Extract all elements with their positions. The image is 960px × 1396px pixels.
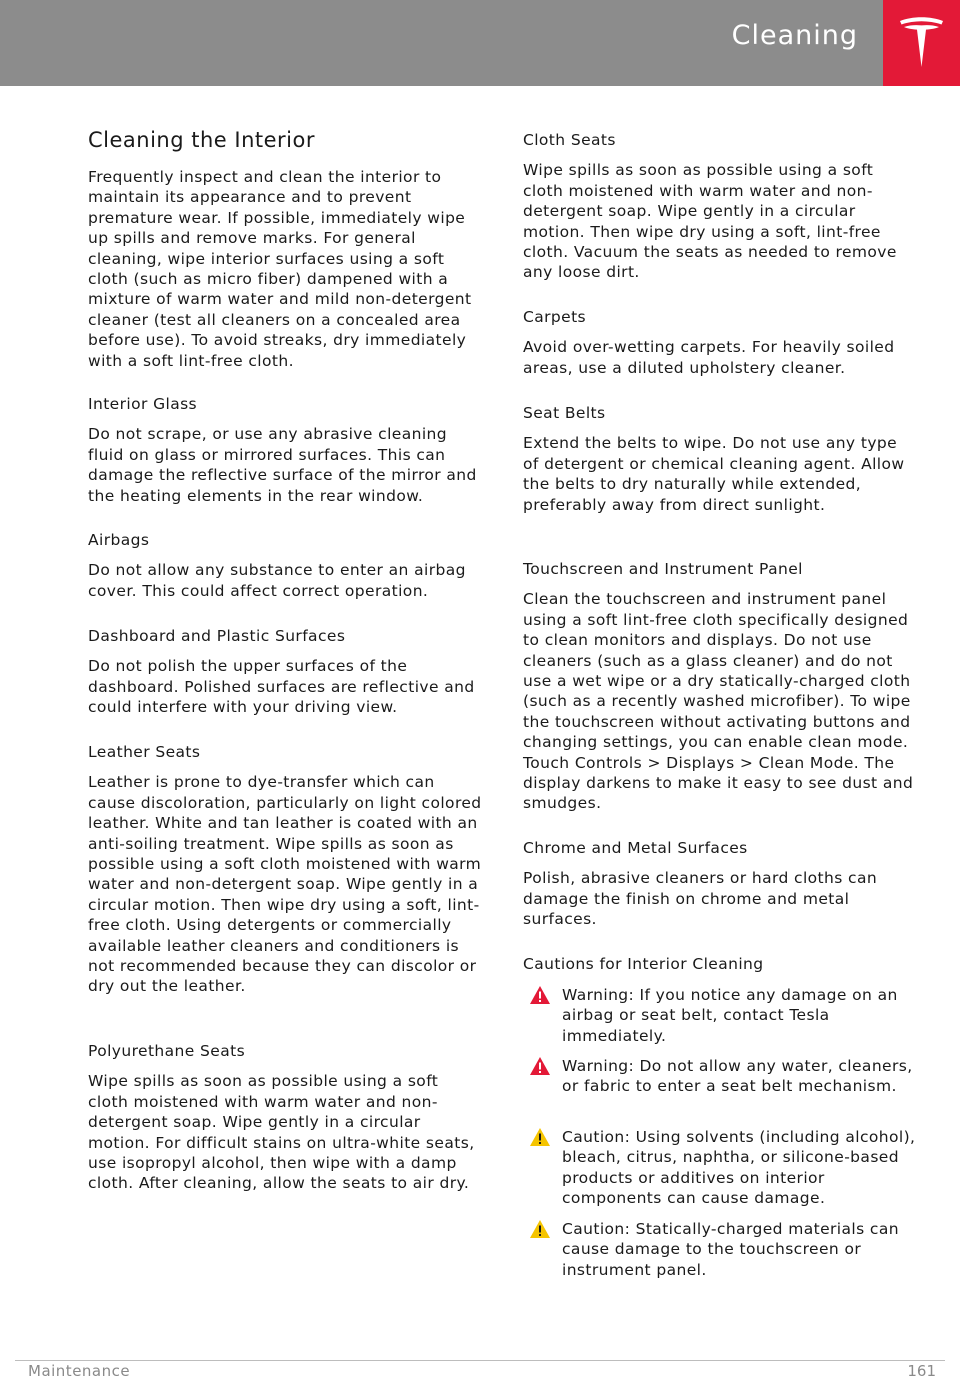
caution-text: Caution: Using solvents (including alcohol), bleach, citrus, naphtha, or silicone-based products or additives on interior components can cause damage.	[562, 1128, 916, 1208]
caution-triangle-icon	[529, 1127, 551, 1147]
subsection-cloth-seats	[523, 130, 918, 283]
subsection-touchscreen	[523, 559, 918, 814]
subsection-airbags	[88, 530, 483, 601]
section-title: Cleaning the Interior	[88, 128, 315, 152]
page-number: 161	[907, 1362, 936, 1380]
warning-triangle-icon	[529, 1056, 551, 1076]
warning-notice	[523, 1056, 918, 1097]
subsection-heading: Leather Seats	[88, 743, 201, 761]
subsection-body: Do not allow any substance to enter an airbag cover. This could affect correct operation.	[88, 561, 466, 600]
tesla-logo-icon	[898, 17, 945, 69]
caution-triangle-icon	[529, 1219, 551, 1239]
warning-triangle-icon	[529, 985, 551, 1005]
subsection-body: Clean the touchscreen and instrument panel using a soft lint-free cloth specifically designed to clean monitors and displays. Do not use cleaners (such as a glass cleaner) and do not use a wet wipe or a dry statically-charged cloth (such as a recently washed microfiber). To wipe the touchscreen without activating buttons and changing settings, you can enable clean mode. Touch Controls > Displays > Clean Mode. The display darkens to make it easy to see dust and smudges.	[523, 590, 914, 813]
subsection-heading: Cloth Seats	[523, 131, 616, 149]
subsection-heading: Cautions for Interior Cleaning	[523, 955, 764, 973]
subsection-seat-belts	[523, 403, 918, 515]
subsection-body: Leather is prone to dye-transfer which can cause discoloration, particularly on light colored leather. White and tan leather is coated with an anti-soiling treatment. Wipe spills as soon as possible using a soft cloth moistened with warm water and non-detergent soap. Wipe gently in a circular motion. Then wipe dry using a soft, lint-free cloth. Using detergents or commercially available leather cleaners and conditioners is not recommended because they can discolor or dry out the leather.	[88, 773, 482, 996]
subsection-heading: Chrome and Metal Surfaces	[523, 839, 748, 857]
caution-text: Caution: Statically-charged materials can cause damage to the touchscreen or instrument panel.	[562, 1220, 899, 1279]
subsection-body: Do not polish the upper surfaces of the dashboard. Polished surfaces are reflective and could interfere with your driving view.	[88, 657, 475, 717]
subsection-body: Extend the belts to wipe. Do not use any type of detergent or chemical cleaning agent. Allow the belts to dry naturally while extended, preferably away from direct sunlight.	[523, 434, 905, 514]
subsection-carpets	[523, 307, 918, 378]
subsection-body: Do not scrape, or use any abrasive cleaning fluid on glass or mirrored surfaces. This can damage the reflective surface of the mirror and the heating elements in the rear window.	[88, 425, 477, 505]
intro-paragraph: Frequently inspect and clean the interior to maintain its appearance and to prevent premature wear. If possible, immediately wipe up spills and remove marks. For general cleaning, wipe interior surfaces using a soft cloth (such as micro fiber) dampened with a mixture of warm water and mild non-detergent cleaner (test all cleaners on a concealed area before use). To avoid streaks, dry immediately with a soft lint-free cloth.	[88, 168, 472, 370]
subsection-heading: Carpets	[523, 308, 587, 326]
subsection-heading: Polyurethane Seats	[88, 1042, 246, 1060]
subsection-dashboard	[88, 626, 483, 718]
subsection-heading: Airbags	[88, 531, 150, 549]
caution-notice	[523, 1219, 918, 1280]
page-header	[0, 0, 960, 86]
chapter-title: Cleaning	[731, 20, 858, 51]
subsection-leather-seats	[88, 742, 483, 997]
subsection-body: Wipe spills as soon as possible using a soft cloth moistened with warm water and non-detergent soap. Wipe gently in a circular motion. For difficult stains on ultra-white seats, use isopropyl alcohol, then wipe with a damp cloth. After cleaning, allow the seats to air dry.	[88, 1072, 475, 1193]
subsection-interior-glass	[88, 394, 483, 506]
warning-notice	[523, 985, 918, 1046]
subsection-body: Avoid over-wetting carpets. For heavily soiled areas, use a diluted upholstery cleaner.	[523, 338, 895, 377]
warning-text: Warning: Do not allow any water, cleaners, or fabric to enter a seat belt mechanism.	[562, 1057, 913, 1096]
subsection-body: Wipe spills as soon as possible using a soft cloth moistened with warm water and non-detergent soap. Wipe gently in a circular motion. Then wipe dry using a soft, lint-free cloth. Vacuum the seats as needed to remove any loose dirt.	[523, 161, 897, 282]
subsection-heading: Dashboard and Plastic Surfaces	[88, 627, 346, 645]
brand-logo	[883, 0, 960, 86]
subsection-polyurethane-seats	[88, 1041, 483, 1194]
subsection-heading: Seat Belts	[523, 404, 606, 422]
footer-divider	[15, 1360, 945, 1361]
warning-text: Warning: If you notice any damage on an airbag or seat belt, contact Tesla immediately.	[562, 986, 898, 1045]
footer-section-name: Maintenance	[28, 1362, 131, 1380]
subsection-heading: Touchscreen and Instrument Panel	[523, 560, 803, 578]
subsection-body: Polish, abrasive cleaners or hard cloths can damage the finish on chrome and metal surfaces.	[523, 869, 878, 929]
subsection-chrome-metal	[523, 838, 918, 930]
subsection-heading: Interior Glass	[88, 395, 198, 413]
caution-notice	[523, 1127, 918, 1209]
intro-block	[88, 167, 483, 371]
subsection-cautions	[523, 954, 918, 974]
